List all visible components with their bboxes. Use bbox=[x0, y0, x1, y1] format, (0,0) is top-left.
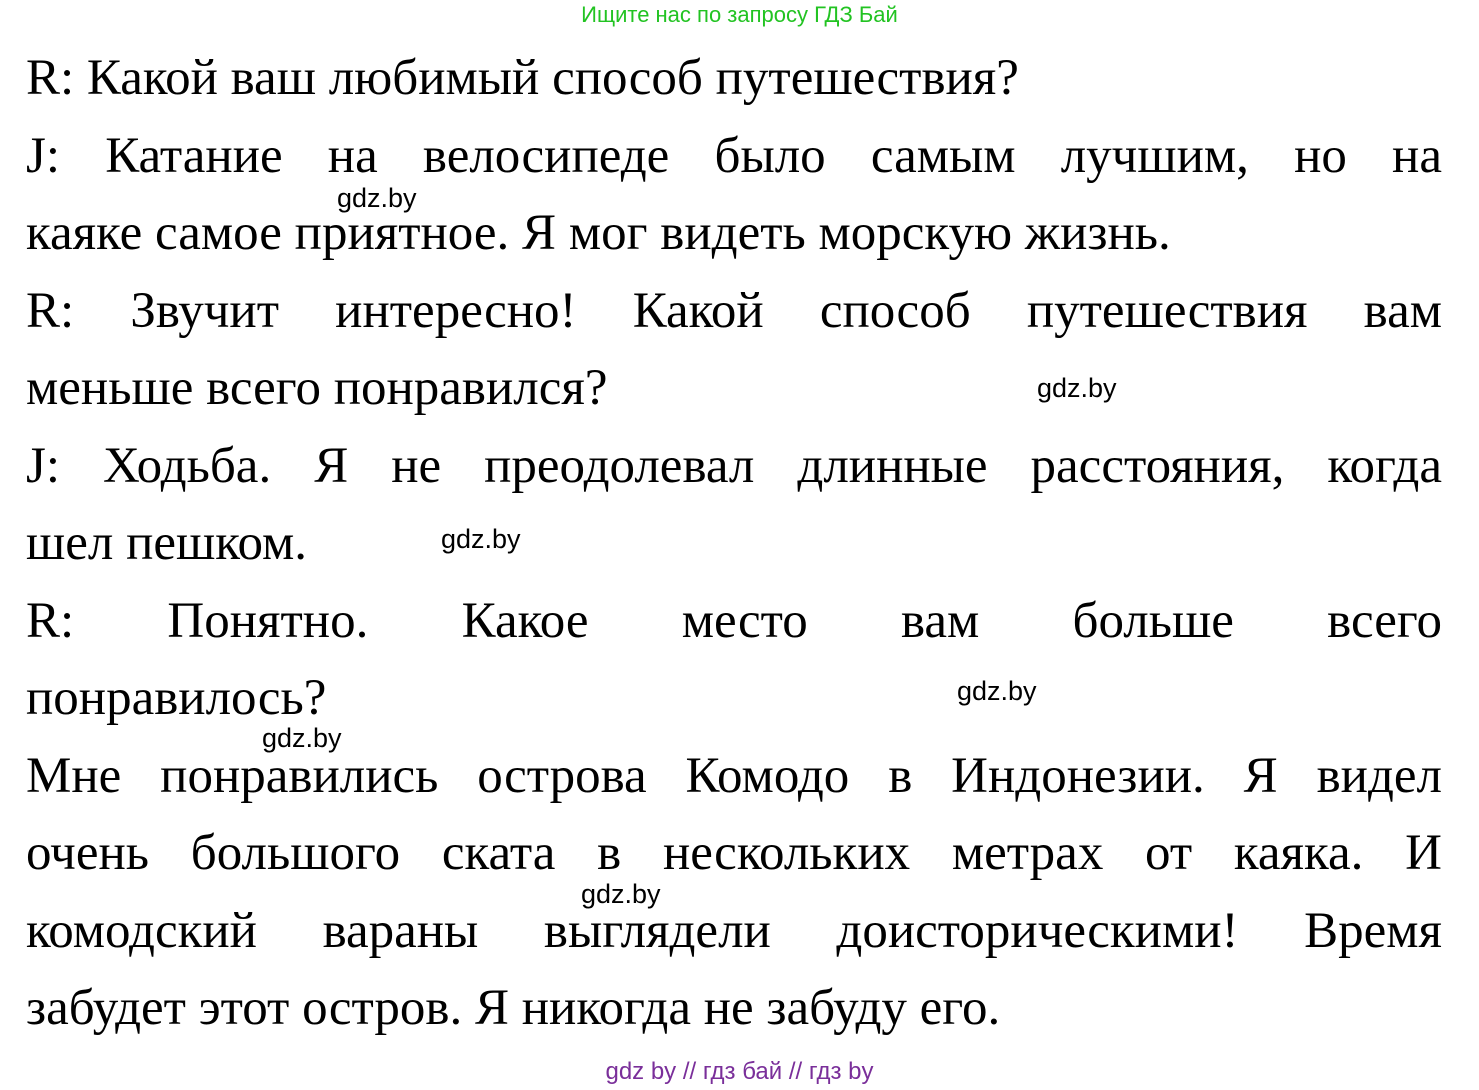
text-line: R: Понятно. Какое место вам больше всего bbox=[26, 592, 1442, 649]
watermark: gdz.by bbox=[441, 524, 521, 554]
text-line: забудет этот остров. Я никогда не забуду его. bbox=[26, 980, 1001, 1036]
watermark: gdz.by bbox=[581, 879, 661, 909]
text-line: J: Катание на велосипеде было самым лучшим, но на bbox=[26, 127, 1442, 184]
document-body bbox=[26, 40, 1442, 1048]
text-line: комодский вараны выглядели доисторическими! Время bbox=[26, 902, 1442, 959]
text-line: меньше всего понравился? bbox=[26, 360, 608, 416]
text-line: очень большого ската в нескольких метрах от каяка. И bbox=[26, 825, 1442, 881]
watermark: gdz.by bbox=[262, 723, 342, 753]
text-line: понравилось? bbox=[26, 670, 327, 726]
watermark: gdz.by bbox=[957, 676, 1037, 706]
text-line: J: Ходьба. Я не преодолевал длинные расстояния, когда bbox=[26, 437, 1442, 494]
text-line: R: Звучит интересно! Какой способ путешествия вам bbox=[26, 282, 1442, 339]
text-line: шел пешком. bbox=[26, 515, 308, 571]
watermark: gdz.by bbox=[1037, 373, 1117, 403]
text-line: R: Какой ваш любимый способ путешествия? bbox=[26, 50, 1019, 106]
top-banner: Ищите нас по запросу ГДЗ Бай bbox=[581, 2, 898, 27]
watermark: gdz.by bbox=[337, 183, 417, 213]
footer-watermark: gdz by // гдз бай // гдз by bbox=[605, 1058, 874, 1085]
text-line: каяке самое приятное. Я мог видеть морскую жизнь. bbox=[26, 205, 1171, 261]
text-line: Мне понравились острова Комодо в Индонезии. Я видел bbox=[26, 747, 1442, 804]
